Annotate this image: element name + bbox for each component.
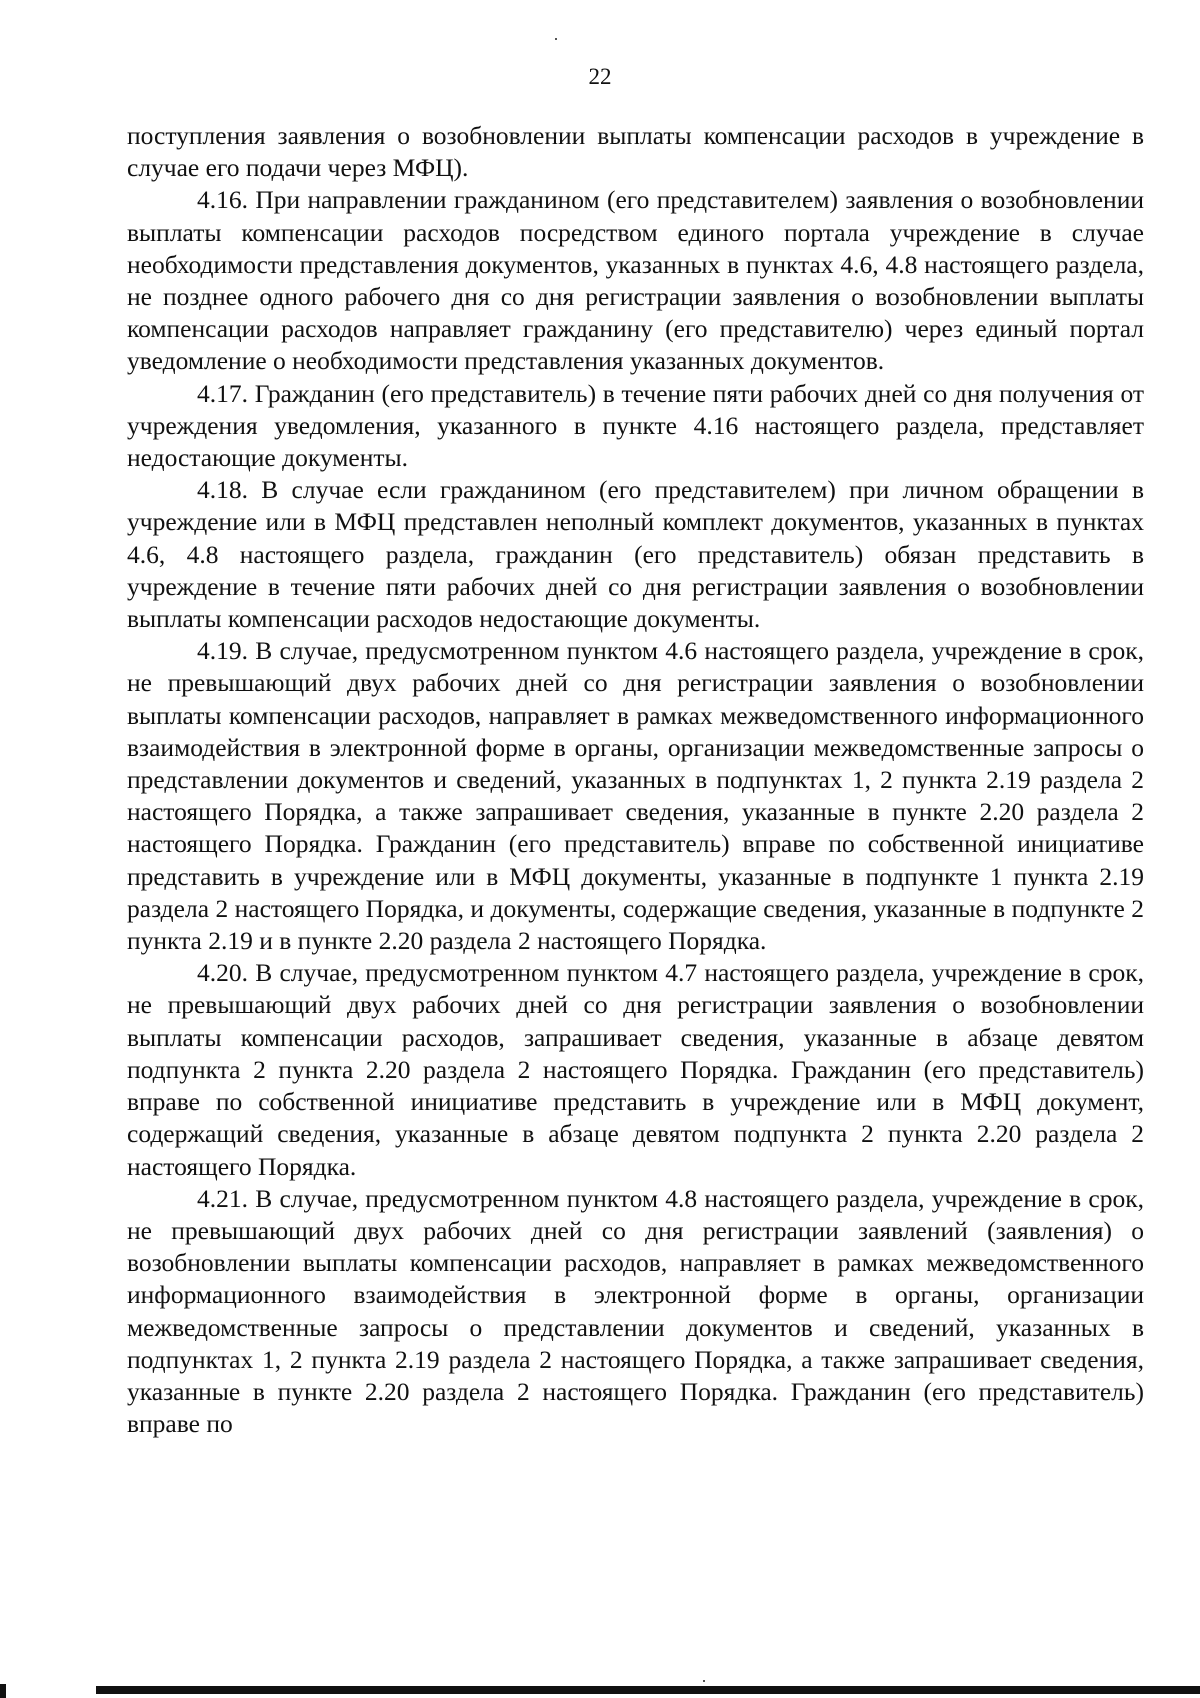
paragraph-4-21: 4.21. В случае, предусмотренном пунктом 4.8 настоящего раздела, учреждение в срок, не превышающий двух рабочих дней со дня регистрации заявлений (заявления) о возобновлении выплаты компенсации расходов, направляет в рамках межведомственного информационного взаимодействия в электронной форме в органы, организации межведомственные запросы о представлении документов и сведений, указанных в подпунктах 1, 2 пункта 2.19 раздела 2 настоящего Порядка, а также запрашивает сведения, указанные в пункте 2.20 раздела 2 настоящего Порядка. Гражданин (его представитель) вправе по [127,1183,1144,1439]
scan-speck [555,38,557,40]
paragraph-4-17: 4.17. Гражданин (его представитель) в течение пяти рабочих дней со дня получения от учреждения уведомления, указанного в пункте 4.16 настоящего раздела, представляет недостающие документы. [127,378,1144,473]
page-number: 22 [588,64,612,89]
scan-speck [703,1680,705,1682]
paragraph-continuation: поступления заявления о возобновлении выплаты компенсации расходов в учреждение в случае его подачи через МФЦ). [127,121,1144,183]
document-body [127,120,1144,1440]
paragraph-4-18: 4.18. В случае если гражданином (его представителем) при личном обращении в учреждение или в МФЦ представлен неполный комплект документов, указанных в пунктах 4.6, 4.8 настоящего раздела, гражданин (его представитель) обязан представить в учреждение в течение пяти рабочих дней со дня регистрации заявления о возобновлении выплаты компенсации расходов недостающие документы. [127,475,1144,634]
paragraph-4-19: 4.19. В случае, предусмотренном пунктом 4.6 настоящего раздела, учреждение в срок, не превышающий двух рабочих дней со дня регистрации заявления о возобновлении выплаты компенсации расходов, направляет в рамках межведомственного информационного взаимодействия в электронной форме в органы, организации межведомственные запросы о представлении документов и сведений, указанных в подпунктах 1, 2 пункта 2.19 раздела 2 настоящего Порядка, а также запрашивает сведения, указанные в пункте 2.20 раздела 2 настоящего Порядка. Гражданин (его представитель) вправе по собственной инициативе представить в учреждение или в МФЦ документы, указанные в подпункте 1 пункта 2.19 раздела 2 настоящего Порядка, и документы, содержащие сведения, указанные в подпункте 2 пункта 2.19 и в пункте 2.20 раздела 2 настоящего Порядка. [127,636,1144,956]
scan-bottom-edge [96,1686,1200,1694]
paragraph-4-16: 4.16. При направлении гражданином (его представителем) заявления о возобновлении выплаты компенсации расходов посредством единого портала учреждение в случае необходимости представления документов, указанных в пунктах 4.6, 4.8 настоящего раздела, не позднее одного рабочего дня со дня регистрации заявления о возобновлении выплаты компенсации расходов направляет гражданину (его представителю) через единый портал уведомление о необходимости представления указанных документов. [127,185,1144,376]
paragraph-4-20: 4.20. В случае, предусмотренном пунктом 4.7 настоящего раздела, учреждение в срок, не превышающий двух рабочих дней со дня регистрации заявления о возобновлении выплаты компенсации расходов, запрашивает сведения, указанные в абзаце девятом подпункта 2 пункта 2.20 раздела 2 настоящего Порядка. Гражданин (его представитель) вправе по собственной инициативе представить в учреждение или в МФЦ документ, содержащий сведения, указанные в абзаце девятом подпункта 2 пункта 2.20 раздела 2 настоящего Порядка. [127,958,1144,1181]
scan-edge-mark [0,1684,6,1698]
